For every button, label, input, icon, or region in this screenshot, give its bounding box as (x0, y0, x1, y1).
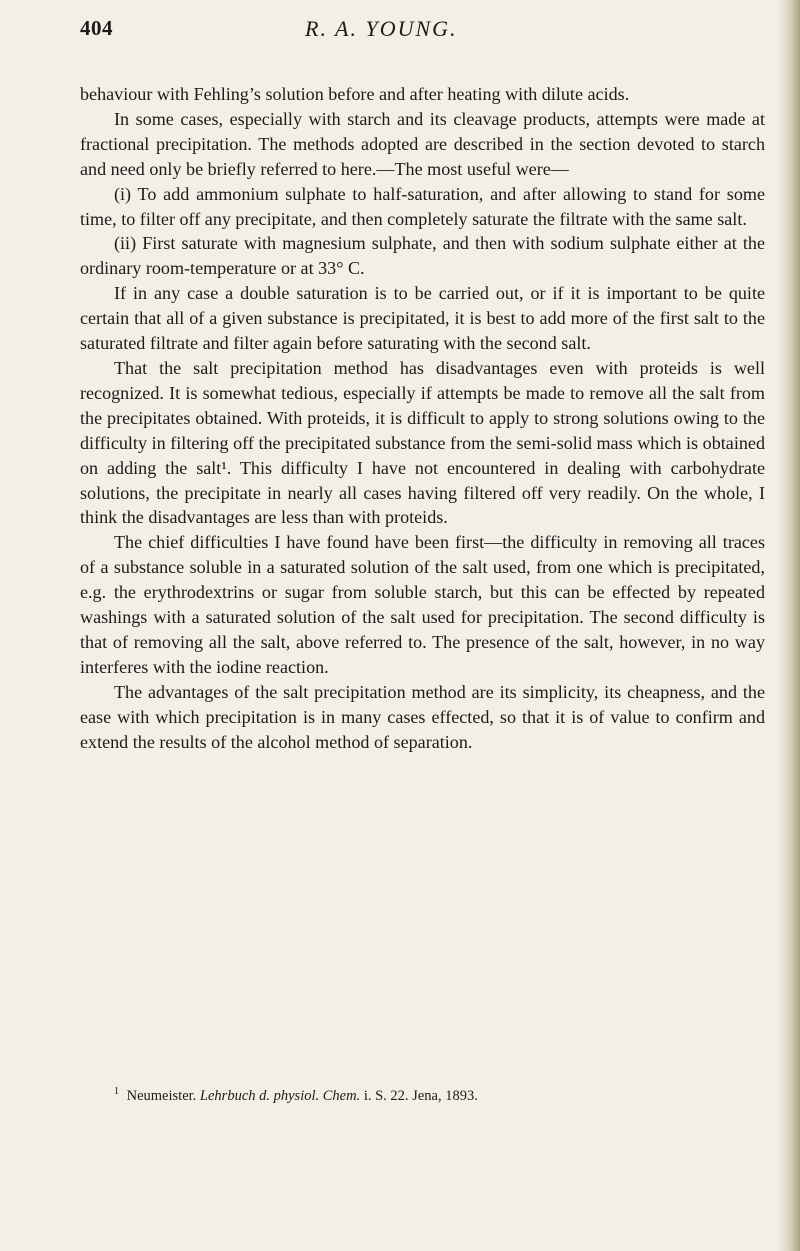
footnote-marker: 1 (114, 1086, 119, 1097)
page-header (0, 16, 800, 56)
running-head: R. A. YOUNG. (305, 16, 458, 41)
paragraph: If in any case a double saturation is to be carried out, or if it is important to be quite certain that all of a given substance is precipitated, it is best to add more of the first salt to the saturated filtrate and filter again before saturating with the second salt. (80, 283, 765, 354)
paragraph: The advantages of the salt precipitation method are its simplicity, its cheapness, and the ease with which precipitation is in many cases effected, so that it is of value to confirm and extend the results of the alcohol method of separation. (80, 681, 765, 752)
footnote (114, 1083, 478, 1105)
paragraph: (ii) First saturate with magnesium sulphate, and then with sodium sulphate either at the ordinary room-temperature or at 33° C. (80, 233, 765, 279)
footnote-author: Neumeister. (126, 1087, 197, 1104)
paragraph: In some cases, especially with starch and its cleavage products, attempts were made at fractional precipitation. The methods adopted are described in the section devoted to starch and need only be briefly referred to here.—The most useful were— (80, 108, 765, 179)
paragraph: That the salt precipitation method has disadvantages even with proteids is well recognized. It is somewhat tedious, especially if attempts be made to remove all the salt from the precipitates obtained. With proteids, it is difficult to apply to strong solutions owing to the difficulty in filtering off the precipitated substance from the semi-solid mass which is obtained on adding the salt¹. This difficulty I have not encountered in dealing with carbohydrate solutions, the precipitate in nearly all cases having filtered off very readily. On the whole, I think the disadvantages are less than with proteids. (80, 357, 765, 528)
footnote-citation: i. S. 22. Jena, 1893. (363, 1087, 478, 1104)
footnote-title: Lehrbuch d. physiol. Chem. (199, 1087, 361, 1104)
body-text (80, 82, 765, 754)
page-number: 404 (80, 16, 113, 40)
paragraph: (i) To add ammonium sulphate to half-saturation, and after allowing to stand for some time, to filter off any precipitate, and then completely saturate the filtrate with the same salt. (80, 183, 765, 229)
paragraph: behaviour with Fehling’s solution before and after heating with dilute acids. (80, 84, 630, 104)
page-edge-shadow (778, 0, 800, 1251)
paragraph: The chief difficulties I have found have been first—the difficulty in removing all traces of a substance soluble in a saturated solution of the salt used, from one which is precipitated, e.g. the erythrodextrins or sugar from soluble starch, but this can be effected by repeated washings with a saturated solution of the salt used for precipitation. The second difficulty is that of removing all the salt, above referred to. The presence of the salt, however, in no way interferes with the iodine reaction. (80, 532, 765, 677)
